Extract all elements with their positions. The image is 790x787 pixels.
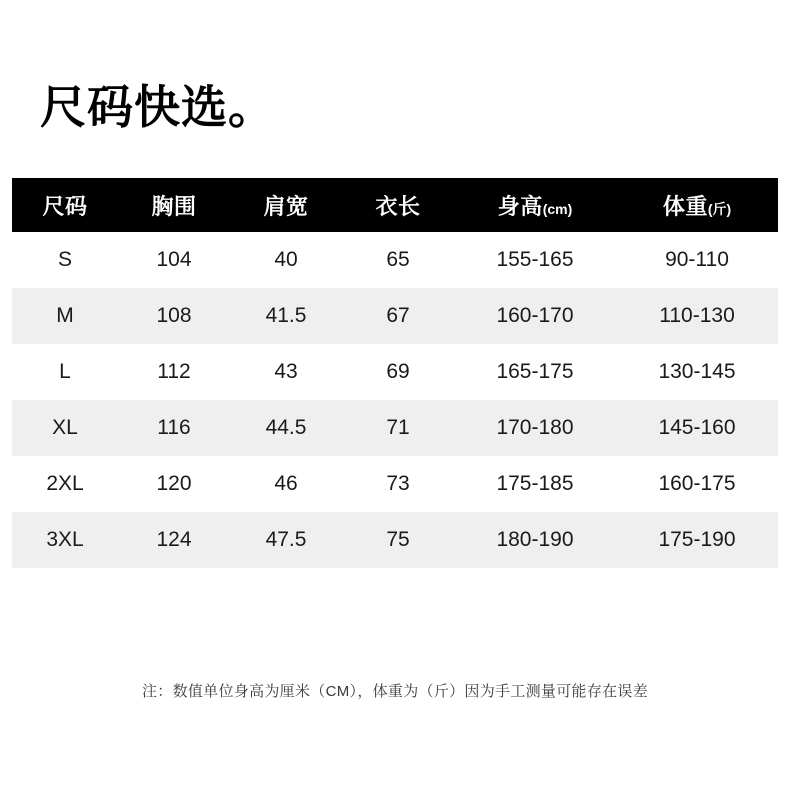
- cell-length: 69: [386, 360, 410, 383]
- table-row: [12, 344, 778, 400]
- cell-chest: 124: [156, 528, 192, 551]
- table-row: [12, 288, 778, 344]
- size-chart-table: [12, 178, 778, 568]
- cell-height: 175-185: [496, 472, 574, 495]
- cell-shoulder: 46: [274, 472, 298, 495]
- table-row: [12, 232, 778, 288]
- table-body: [12, 232, 778, 568]
- cell-height: 180-190: [496, 528, 574, 551]
- column-header-size: [12, 178, 118, 232]
- cell-weight: 145-160: [658, 416, 736, 439]
- cell-weight: 160-175: [658, 472, 736, 495]
- measurement-note: 注：数值单位身高为厘米（CM），体重为（斤）因为手工测量可能存在误差: [141, 683, 649, 700]
- cell-size: L: [59, 360, 71, 383]
- column-header-height: [454, 178, 616, 232]
- cell-weight: 90-110: [665, 248, 729, 271]
- cell-size: M: [56, 304, 74, 327]
- column-header-height-label: 身高: [497, 193, 543, 219]
- column-header-length-label: 衣长: [375, 193, 421, 219]
- cell-weight: 130-145: [658, 360, 736, 383]
- cell-shoulder: 43: [274, 360, 298, 383]
- cell-shoulder: 44.5: [265, 416, 307, 439]
- column-header-chest-label: 胸围: [151, 193, 197, 219]
- table-header-row: [12, 178, 778, 232]
- column-header-length: [342, 178, 454, 232]
- cell-length: 65: [386, 248, 410, 271]
- cell-chest: 112: [157, 360, 191, 383]
- cell-weight: 175-190: [658, 528, 736, 551]
- cell-length: 71: [386, 416, 410, 439]
- cell-height: 160-170: [496, 304, 574, 327]
- table-row: [12, 512, 778, 568]
- cell-chest: 116: [157, 416, 191, 439]
- cell-length: 67: [386, 304, 410, 327]
- column-header-shoulder-label: 肩宽: [263, 193, 309, 219]
- cell-height: 165-175: [496, 360, 574, 383]
- cell-shoulder: 41.5: [265, 304, 307, 327]
- cell-size: XL: [52, 416, 78, 439]
- cell-length: 75: [386, 528, 410, 551]
- cell-chest: 108: [156, 304, 192, 327]
- cell-height: 170-180: [496, 416, 574, 439]
- column-header-height-unit: (cm): [542, 200, 573, 217]
- column-header-weight: [616, 178, 778, 232]
- page-title: 尺码快选。: [40, 81, 275, 133]
- cell-shoulder: 40: [274, 248, 298, 271]
- cell-shoulder: 47.5: [265, 528, 307, 551]
- cell-size: S: [57, 248, 72, 271]
- table-header: [12, 178, 778, 232]
- cell-length: 73: [386, 472, 410, 495]
- cell-weight: 110-130: [659, 304, 735, 327]
- column-header-weight-label: 体重: [662, 193, 708, 219]
- table-row: [12, 400, 778, 456]
- column-header-weight-unit: (斤): [707, 200, 732, 217]
- cell-height: 155-165: [496, 248, 574, 271]
- cell-chest: 104: [156, 248, 192, 271]
- cell-size: 3XL: [46, 528, 84, 551]
- cell-size: 2XL: [46, 472, 84, 495]
- table-row: [12, 456, 778, 512]
- column-header-chest: [118, 178, 230, 232]
- cell-chest: 120: [156, 472, 192, 495]
- column-header-shoulder: [230, 178, 342, 232]
- column-header-size-label: 尺码: [42, 193, 88, 219]
